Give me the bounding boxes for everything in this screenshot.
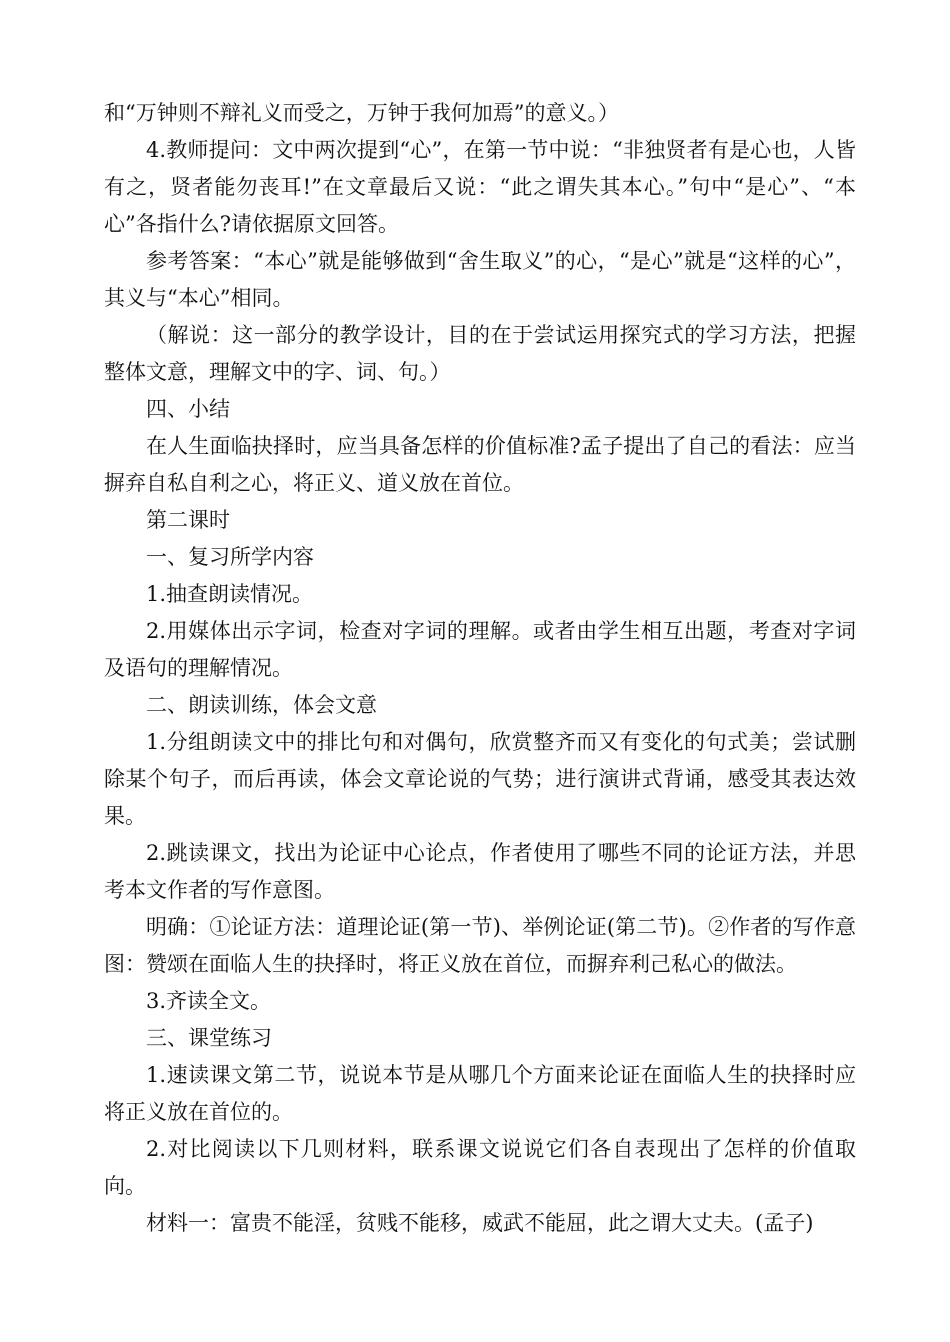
heading-second-lesson: 第二课时 [146,508,230,532]
paragraph-review-2: 2.用媒体出示字词，检查对字词的理解。或者由学生相互出题，考查对字词及语句的理解情况。 [104,619,856,680]
heading-review: 一、复习所学内容 [146,545,314,569]
heading-summary: 四、小结 [146,397,230,421]
paragraph-material-1: 材料一：富贵不能淫，贫贱不能移，威武不能屈，此之谓大丈夫。(孟子) [146,1211,814,1235]
paragraph-exercise-2: 2.对比阅读以下几则材料，联系课文说说它们各自表现出了怎样的价值取向。 [104,1137,856,1198]
paragraph-review-1: 1.抽查朗读情况。 [146,582,314,606]
paragraph-continuation: 和“万钟则不辩礼义而受之，万钟于我何加焉”的意义。） [104,101,619,125]
paragraph-teacher-question: 4.教师提问：文中两次提到“心”，在第一节中说：“非独贤者有是心也，人皆有之，贤者能勿丧耳!”在文章最后又说：“此之谓失其本心。”句中“是心”、“本心”各指什么?请依据原文回答。 [104,138,856,236]
paragraph-reading-1: 1.分组朗读文中的排比句和对偶句，欣赏整齐而又有变化的句式美；尝试删除某个句子，而后再读，体会文章论说的气势；进行演讲式背诵，感受其表达效果。 [104,730,856,828]
document-page [104,95,856,1242]
paragraph-clarification: 明确：①论证方法：道理论证(第一节)、举例论证(第二节)。②作者的写作意图：赞颂在面临人生的抉择时，将正义放在首位，而摒弃利己私心的做法。 [104,915,856,976]
paragraph-summary: 在人生面临抉择时，应当具备怎样的价值标准?孟子提出了自己的看法：应当摒弃自私自利之心，将正义、道义放在首位。 [104,434,856,495]
paragraph-exercise-1: 1.速读课文第二节，说说本节是从哪几个方面来论证在面临人生的抉择时应将正义放在首位的。 [104,1063,856,1124]
paragraph-reference-answer: 参考答案：“本心”就是能够做到“舍生取义”的心，“是心”就是“这样的心”，其义与“本心”相同。 [104,249,856,310]
heading-classroom-exercise: 三、课堂练习 [146,1026,272,1050]
paragraph-explanation: （解说：这一部分的教学设计，目的在于尝试运用探究式的学习方法，把握整体文意，理解文中的字、词、句。） [104,323,856,384]
paragraph-reading-3: 3.齐读全文。 [146,989,272,1013]
heading-reading-training: 二、朗读训练，体会文意 [146,693,377,717]
paragraph-reading-2: 2.跳读课文，找出为论证中心论点，作者使用了哪些不同的论证方法，并思考本文作者的写作意图。 [104,841,856,902]
